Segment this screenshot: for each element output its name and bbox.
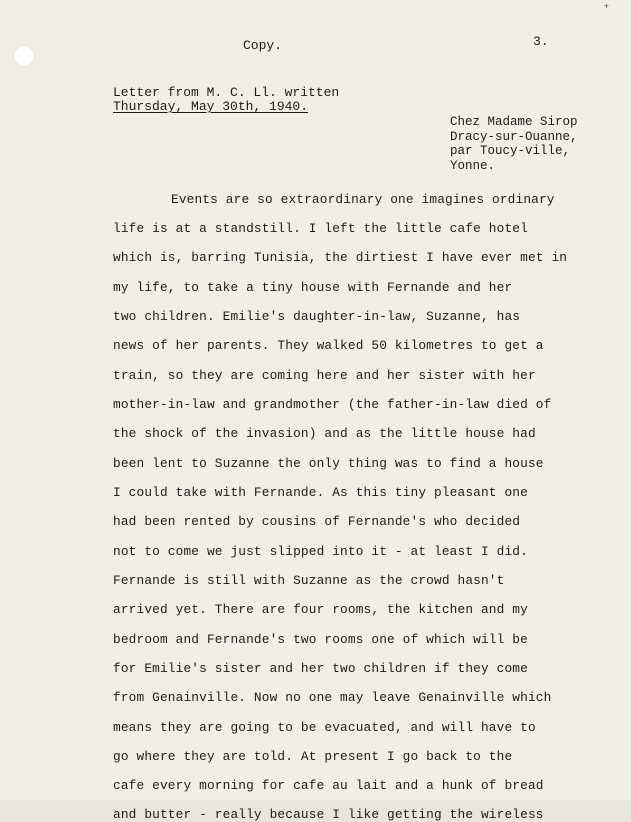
body-line: which is, barring Tunisia, the dirtiest I have ever met in <box>113 250 568 265</box>
body-line: means they are going to be evacuated, and will have to <box>113 720 536 735</box>
body-line: bedroom and Fernande's two rooms one of which will be <box>113 632 528 647</box>
body-line: life is at a standstill. I left the little cafe hotel <box>113 221 528 236</box>
body-line: arrived yet. There are four rooms, the kitchen and my <box>113 602 528 617</box>
body-line: I could take with Fernande. As this tiny pleasant one <box>113 485 528 500</box>
address-line: Dracy-sur-Ouanne, <box>450 130 578 144</box>
corner-mark: + <box>603 2 609 12</box>
address-line: Yonne. <box>450 159 496 173</box>
body-line: been lent to Suzanne the only thing was to find a house <box>113 456 544 471</box>
body-line: go where they are told. At present I go back to the <box>113 749 513 764</box>
body-line: from Genainville. Now no one may leave Genainville which <box>113 690 552 705</box>
address-line: Chez Madame Sirop <box>450 115 578 129</box>
body-line: news of her parents. They walked 50 kilometres to get a <box>113 338 544 353</box>
body-line: for Emilie's sister and her two children if they come <box>113 661 528 676</box>
address-line: par Toucy-ville, <box>450 144 571 158</box>
body-line: my life, to take a tiny house with Fernande and her <box>113 280 513 295</box>
body-line: Fernande is still with Suzanne as the crowd hasn't <box>113 573 505 588</box>
body-line: had been rented by cousins of Fernande's who decided <box>113 514 521 529</box>
punch-hole <box>13 45 35 67</box>
page-number: 3. <box>533 34 549 49</box>
letter-date: Thursday, May 30th, 1940. <box>113 99 309 114</box>
body-line: Events are so extraordinary one imagines ordinary <box>171 192 555 207</box>
body-line: the shock of the invasion) and as the little house had <box>113 426 536 441</box>
body-line: mother-in-law and grandmother (the father-in-law died of <box>113 397 552 412</box>
copy-label: Copy. <box>243 38 283 53</box>
body-line: cafe every morning for cafe au lait and a hunk of bread <box>113 778 544 793</box>
body-line: train, so they are coming here and her sister with her <box>113 368 536 383</box>
letter-heading: Letter from M. C. Ll. written <box>113 85 340 100</box>
body-line: and butter - really because I like getting the wireless <box>113 807 544 822</box>
body-line: two children. Emilie's daughter-in-law, Suzanne, has <box>113 309 521 324</box>
body-line: not to come we just slipped into it - at least I did. <box>113 544 528 559</box>
